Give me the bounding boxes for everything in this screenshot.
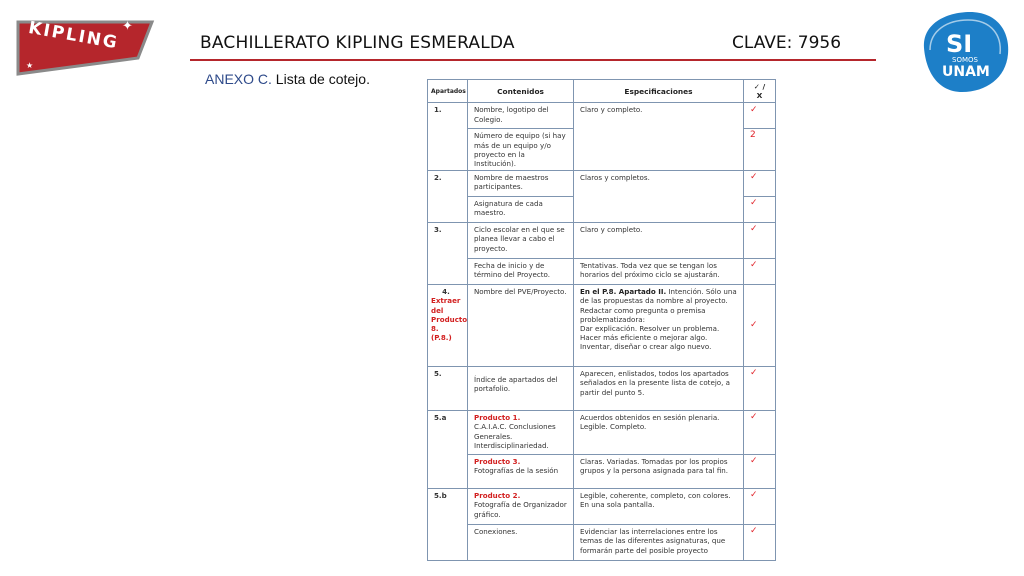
check-mark: ✓ [744, 285, 776, 367]
header-especificaciones: Especificaciones [574, 80, 744, 103]
header-check: ✓ / X [744, 80, 776, 103]
svg-text:UNAM: UNAM [942, 64, 990, 80]
check-mark: ✓ [744, 455, 776, 489]
check-mark: ✓ [744, 411, 776, 455]
header-divider [190, 59, 876, 61]
svg-text:✦: ✦ [122, 19, 133, 34]
especificacion-cell: Claro y completo. [574, 223, 744, 259]
contenido-cell: Ciclo escolar en el que se planea llevar a cabo el proyecto. [468, 223, 574, 259]
contenido-cell [468, 411, 574, 455]
check-mark: ✓ [744, 367, 776, 411]
contenido-cell: Asignatura de cada maestro. [468, 197, 574, 223]
apartado-2: 2. [428, 171, 468, 223]
contenido-cell: Número de equipo (si hay más de un equipo y/o proyecto en la Institución). [468, 129, 574, 171]
contenido-text: C.A.I.A.C. Conclusiones Generales. Interdisciplinariedad. [474, 422, 556, 450]
check-mark: ✓ [744, 525, 776, 561]
product-label: Producto 1. [474, 413, 521, 423]
check-mark: ✓ [744, 259, 776, 285]
contenido-cell: Índice de apartados del portafolio. [468, 367, 574, 411]
check-mark: 2 [744, 129, 776, 171]
kipling-logo [10, 12, 160, 84]
especificacion-cell: Claros y completos. [574, 171, 744, 223]
apartado-4 [428, 285, 468, 367]
check-mark: ✓ [744, 489, 776, 525]
annex-description: Lista de cotejo. [275, 71, 370, 87]
contenido-cell: Fecha de inicio y de término del Proyecto. [468, 259, 574, 285]
check-mark: ✓ [744, 223, 776, 259]
contenido-cell: Conexiones. [468, 525, 574, 561]
especificacion-cell: Claro y completo. [574, 103, 744, 171]
apartado-4-number: 4. [442, 287, 450, 297]
especificacion-cell: Acuerdos obtenidos en sesión plenaria. Legible. Completo. [574, 411, 744, 455]
apartado-4-note: Extraer del Producto 8. (P.8.) [431, 296, 468, 343]
check-mark: ✓ [744, 103, 776, 129]
contenido-text: Fotografías de la sesión [474, 466, 559, 476]
apartado-5b: 5.b [428, 489, 468, 561]
especificacion-cell [574, 285, 744, 367]
contenido-cell: Nombre de maestros participantes. [468, 171, 574, 197]
annex-label: ANEXO C. [205, 71, 272, 87]
spec-bold-lead: En el P.8. Apartado II. [580, 287, 667, 297]
especificacion-cell: Tentativas. Toda vez que se tengan los horarios del próximo ciclo se ajustarán. [574, 259, 744, 285]
svg-text:SI: SI [946, 30, 973, 58]
contenido-cell [468, 455, 574, 489]
product-label: Producto 2. [474, 491, 521, 501]
spec-line: Inventar, diseñar o crear algo nuevo. [580, 342, 712, 352]
spec-line: Dar explicación. Resolver un problema. [580, 324, 720, 334]
contenido-cell: Nombre, logotipo del Colegio. [468, 103, 574, 129]
svg-text:KIPLING: KIPLING [26, 17, 121, 54]
spec-line: Hacer más eficiente o mejorar algo. [580, 333, 708, 343]
apartado-1: 1. [428, 103, 468, 171]
check-mark: ✓ [744, 197, 776, 223]
contenido-text: Fotografía de Organizador gráfico. [474, 500, 567, 519]
svg-text:SOMOS: SOMOS [952, 56, 978, 64]
apartado-5: 5. [428, 367, 468, 411]
product-label: Producto 3. [474, 457, 521, 467]
apartado-3: 3. [428, 223, 468, 285]
svg-text:★: ★ [26, 61, 34, 70]
annex-subtitle [205, 71, 370, 87]
especificacion-cell: Claras. Variadas. Tomadas por los propios grupos y la persona asignada para tal fin. [574, 455, 744, 489]
especificacion-cell: Legible, coherente, completo, con colores. En una sola pantalla. [574, 489, 744, 525]
checklist-table [427, 79, 776, 561]
header-contenidos: Contenidos [468, 80, 574, 103]
especificacion-cell: Aparecen, enlistados, todos los apartados señalados en la presente lista de cotejo, a partir del punto 5. [574, 367, 744, 411]
school-title: BACHILLERATO KIPLING ESMERALDA [200, 33, 515, 53]
spec-text: Intención. Sólo una de las propuestas da nombre al proyecto. Redactar como pregunta o premisa problematizadora: [580, 287, 737, 324]
apartado-5a: 5.a [428, 411, 468, 489]
especificacion-cell: Evidenciar las interrelaciones entre los temas de las diferentes asignaturas, que formarán parte del posible proyecto [574, 525, 744, 561]
contenido-cell: Nombre del PVE/Proyecto. [468, 285, 574, 367]
si-somos-unam-logo [916, 8, 1012, 96]
check-mark: ✓ [744, 171, 776, 197]
header-apartados: Apartados [428, 80, 468, 103]
school-clave: CLAVE: 7956 [732, 33, 842, 53]
contenido-cell [468, 489, 574, 525]
